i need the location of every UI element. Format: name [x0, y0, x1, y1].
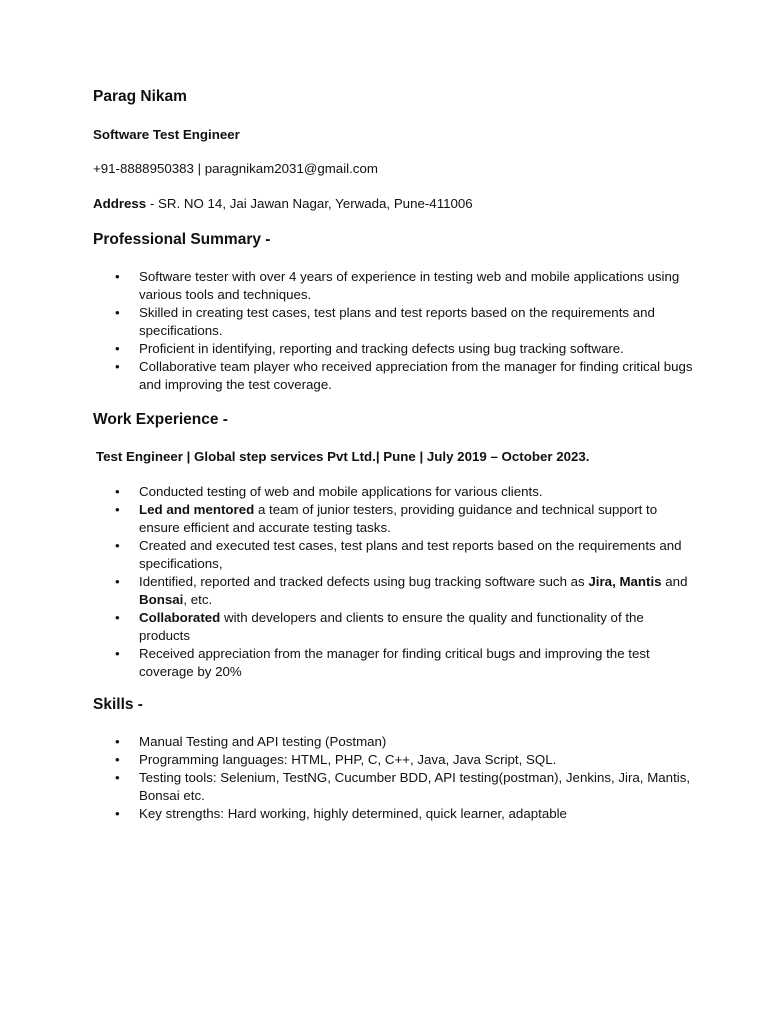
bullet-icon: • — [115, 806, 120, 821]
bullet-icon: • — [115, 646, 120, 661]
bullet-icon: • — [115, 484, 120, 499]
address-value: - SR. NO 14, Jai Jawan Nagar, Yerwada, Pune-411006 — [146, 196, 473, 211]
bullet-icon: • — [115, 770, 120, 785]
bullet-icon: • — [115, 752, 120, 767]
list-item: • Key strengths: Hard working, highly determined, quick learner, adaptable — [115, 806, 567, 821]
list-item: • Skilled in creating test cases, test plans and test reports based on the requirements and specifications. — [115, 305, 655, 338]
list-item: • Manual Testing and API testing (Postman) — [115, 734, 387, 749]
list-item: • Proficient in identifying, reporting and tracking defects using bug tracking software. — [115, 341, 624, 356]
address-label: Address — [93, 196, 147, 211]
address-line — [93, 195, 473, 213]
bullet-icon: • — [115, 574, 120, 589]
list-item: • Programming languages: HTML, PHP, C, C++, Java, Java Script, SQL. — [115, 752, 557, 767]
list-item: • Software tester with over 4 years of experience in testing web and mobile applications using various tools and techniques. — [115, 269, 680, 302]
job-line: Test Engineer | Global step services Pvt Ltd.| Pune | July 2019 – October 2023. — [96, 449, 590, 464]
job-title: Software Test Engineer — [93, 127, 240, 142]
bullet-icon: • — [115, 341, 120, 356]
list-item: • Led and mentored a team of junior testers, providing guidance and technical support to ensure efficient and accurate testing tasks. — [115, 502, 658, 535]
list-item: • Conducted testing of web and mobile applications for various clients. — [115, 484, 543, 499]
work-list — [93, 483, 693, 681]
summary-heading: Professional Summary - — [93, 231, 271, 248]
bullet-icon: • — [115, 734, 120, 749]
list-item: • Identified, reported and tracked defects using bug tracking software such as Jira, Mantis and Bonsai, etc. — [115, 574, 688, 607]
summary-list — [93, 268, 693, 394]
skills-list — [93, 733, 693, 823]
skills-heading: Skills - — [93, 696, 143, 713]
candidate-name: Parag Nikam — [93, 88, 187, 105]
work-heading: Work Experience - — [93, 411, 228, 428]
bullet-icon: • — [115, 305, 120, 320]
contact-info: +91-8888950383 | paragnikam2031@gmail.com — [93, 161, 378, 176]
list-item: • Testing tools: Selenium, TestNG, Cucumber BDD, API testing(postman), Jenkins, Jira, Mantis, Bonsai etc. — [115, 770, 691, 803]
list-item: • Received appreciation from the manager for finding critical bugs and improving the test coverage by 20% — [115, 646, 650, 679]
bullet-icon: • — [115, 538, 120, 553]
bullet-icon: • — [115, 269, 120, 284]
bullet-icon: • — [115, 502, 120, 517]
bullet-icon: • — [115, 610, 120, 625]
list-item: • Created and executed test cases, test plans and test reports based on the requirements and specifications, — [115, 538, 682, 571]
list-item: • Collaborative team player who received appreciation from the manager for finding critical bugs and improving the test coverage. — [115, 359, 693, 392]
list-item: • Collaborated with developers and clients to ensure the quality and functionality of the products — [115, 610, 644, 643]
bullet-icon: • — [115, 359, 120, 374]
